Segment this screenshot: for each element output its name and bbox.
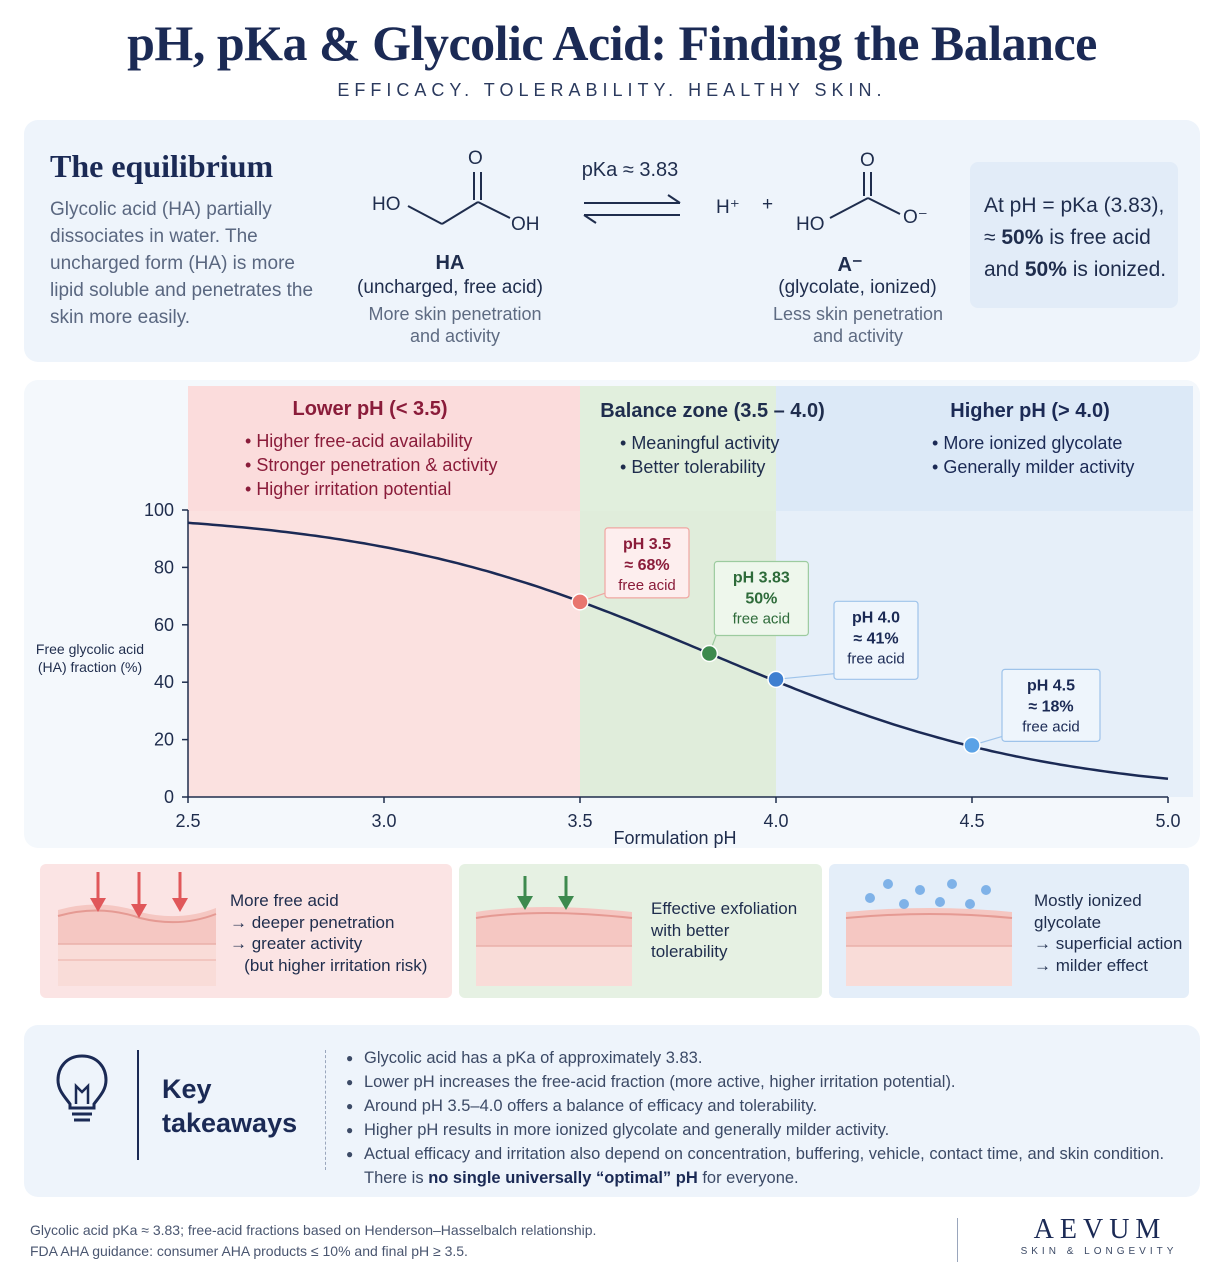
ha-label: HA — [435, 252, 465, 274]
data-point — [768, 671, 784, 687]
zone-low-bullet: • Stronger penetration & activity — [245, 453, 540, 477]
x-tick-label: 2.5 — [175, 811, 201, 831]
point-label-ph: pH 3.83 — [732, 569, 790, 587]
point-label-text: free acid — [847, 650, 905, 668]
point-label-pct: 50% — [745, 590, 778, 608]
takeaways-list — [346, 1046, 1196, 1190]
takeaways-dash-divider — [325, 1050, 327, 1170]
point-label-ph: pH 3.5 — [622, 535, 672, 553]
equilibrium-heading: The equilibrium — [50, 148, 274, 184]
y-tick-label: 20 — [153, 729, 174, 750]
ha-atom-ho: HO — [372, 194, 401, 215]
pka-arrow-label: pKa ≈ 3.83 — [581, 159, 679, 181]
plus-sign: + — [762, 194, 774, 215]
zone-high-title: Higher pH (> 4.0) — [950, 400, 1110, 422]
y-tick-label: 60 — [153, 614, 174, 635]
band-low-ph — [188, 511, 580, 797]
y-axis-label: Free glycolic acid (HA) fraction (%) — [35, 641, 145, 675]
a-sublabel: (glycolate, ionized) — [778, 277, 937, 298]
zone-balance — [565, 400, 860, 479]
takeaways-heading: Key takeaways — [162, 1074, 298, 1138]
proton-label: H⁺ — [716, 197, 740, 218]
lightbulb-icon — [52, 1050, 112, 1126]
brand-logo: AEVUM — [1033, 1214, 1167, 1245]
data-point — [964, 737, 980, 753]
callout-line-2: ≈ 50% is free acid — [984, 226, 1151, 249]
y-tick-label: 100 — [143, 500, 174, 520]
x-tick-label: 4.5 — [959, 811, 985, 831]
downward-arrows-icon — [517, 876, 574, 910]
card-low-text: More free acid → deeper penetration → greater activity (but higher irritation risk) — [230, 891, 428, 975]
callout-line-3: and 50% is ionized. — [984, 258, 1167, 281]
footer-divider — [957, 1218, 958, 1262]
footnote-2: FDA AHA guidance: consumer AHA products ≤ 10% and final pH ≥ 3.5. — [30, 1243, 468, 1259]
ha-atom-o: O — [468, 148, 483, 169]
a-atom-o-minus: O⁻ — [903, 207, 928, 228]
card-high-text: Mostly ionized glycolate → superficial action → milder effect — [1034, 891, 1183, 975]
zone-low-bullet: • Higher free-acid availability — [245, 429, 540, 453]
zone-high-ph — [880, 400, 1180, 479]
takeaways-divider — [137, 1050, 139, 1160]
data-point — [572, 594, 588, 610]
x-tick-label: 4.0 — [763, 811, 789, 831]
equilibrium-description: Glycolic acid (HA) partially dissociates in water. The uncharged form (HA) is more lipid soluble and penetrates the skin more easily. — [50, 199, 314, 328]
point-label-ph: pH 4.0 — [851, 609, 901, 627]
ha-note: More skin penetration and activity — [368, 304, 542, 346]
callout-line-1: At pH = pKa (3.83), — [984, 194, 1165, 217]
point-label-text: free acid — [1022, 718, 1080, 736]
y-tick-label: 0 — [163, 787, 174, 807]
y-tick-label: 40 — [153, 672, 174, 693]
zone-low-bullet: • Higher irritation potential — [245, 477, 540, 501]
zone-low-title: Lower pH (< 3.5) — [292, 398, 448, 420]
point-label-ph: pH 4.5 — [1026, 677, 1076, 695]
zone-balance-title: Balance zone (3.5 – 4.0) — [600, 400, 825, 422]
skin-layers-icon — [476, 907, 632, 986]
zone-high-bullet: • More ionized glycolate — [932, 431, 1180, 455]
page-title: pH, pKa & Glycolic Acid: Finding the Balance — [127, 15, 1097, 71]
point-label-pct: ≈ 18% — [1028, 698, 1074, 716]
takeaway-item: ● Around pH 3.5–4.0 offers a balance of efficacy and tolerability. — [346, 1094, 1196, 1118]
ha-atom-oh: OH — [511, 214, 540, 235]
footnote-1: Glycolic acid pKa ≈ 3.83; free-acid fractions based on Henderson–Hasselbalch relationship. — [30, 1222, 597, 1238]
brand-tagline: SKIN & LONGEVITY — [1020, 1246, 1178, 1257]
ion-dots-icon — [865, 879, 991, 909]
x-axis-label: Formulation pH — [613, 828, 737, 848]
a-label: A⁻ — [837, 254, 863, 276]
skin-layers-icon — [58, 904, 216, 986]
page-subtitle: EFFICACY. TOLERABILITY. HEALTHY SKIN. — [337, 80, 887, 100]
takeaway-item-last: ● Actual efficacy and irritation also depend on concentration, buffering, vehicle, contact time, and skin condition. There is no single universally “optimal” pH for everyone. — [346, 1142, 1196, 1190]
ha-sublabel: (uncharged, free acid) — [357, 277, 543, 298]
point-label-text: free acid — [618, 576, 676, 594]
takeaway-item: ● Higher pH results in more ionized glycolate and generally milder activity. — [346, 1118, 1196, 1142]
x-tick-label: 3.5 — [567, 811, 593, 831]
point-label-pct: ≈ 68% — [624, 556, 670, 574]
zone-balance-bullet: • Better tolerability — [620, 455, 860, 479]
takeaway-item: ● Glycolic acid has a pKa of approximately 3.83. — [346, 1046, 1196, 1070]
zone-low-ph — [200, 398, 540, 501]
x-tick-label: 5.0 — [1155, 811, 1181, 831]
card-balance-text: Effective exfoliation with better tolerability — [651, 899, 798, 961]
a-note: Less skin penetration and activity — [772, 304, 944, 346]
takeaway-item: ● Lower pH increases the free-acid fraction (more active, higher irritation potential). — [346, 1070, 1196, 1094]
x-tick-label: 3.0 — [371, 811, 397, 831]
a-atom-o: O — [860, 150, 875, 171]
y-tick-label: 80 — [153, 557, 174, 578]
zone-high-bullet: • Generally milder activity — [932, 455, 1180, 479]
footnotes — [30, 1220, 596, 1262]
data-point — [701, 646, 717, 662]
skin-layers-icon — [846, 908, 1012, 986]
a-atom-ho: HO — [796, 214, 825, 235]
zone-balance-bullet: • Meaningful activity — [620, 431, 860, 455]
point-label-text: free acid — [732, 610, 791, 628]
point-label-pct: ≈ 41% — [853, 630, 899, 648]
